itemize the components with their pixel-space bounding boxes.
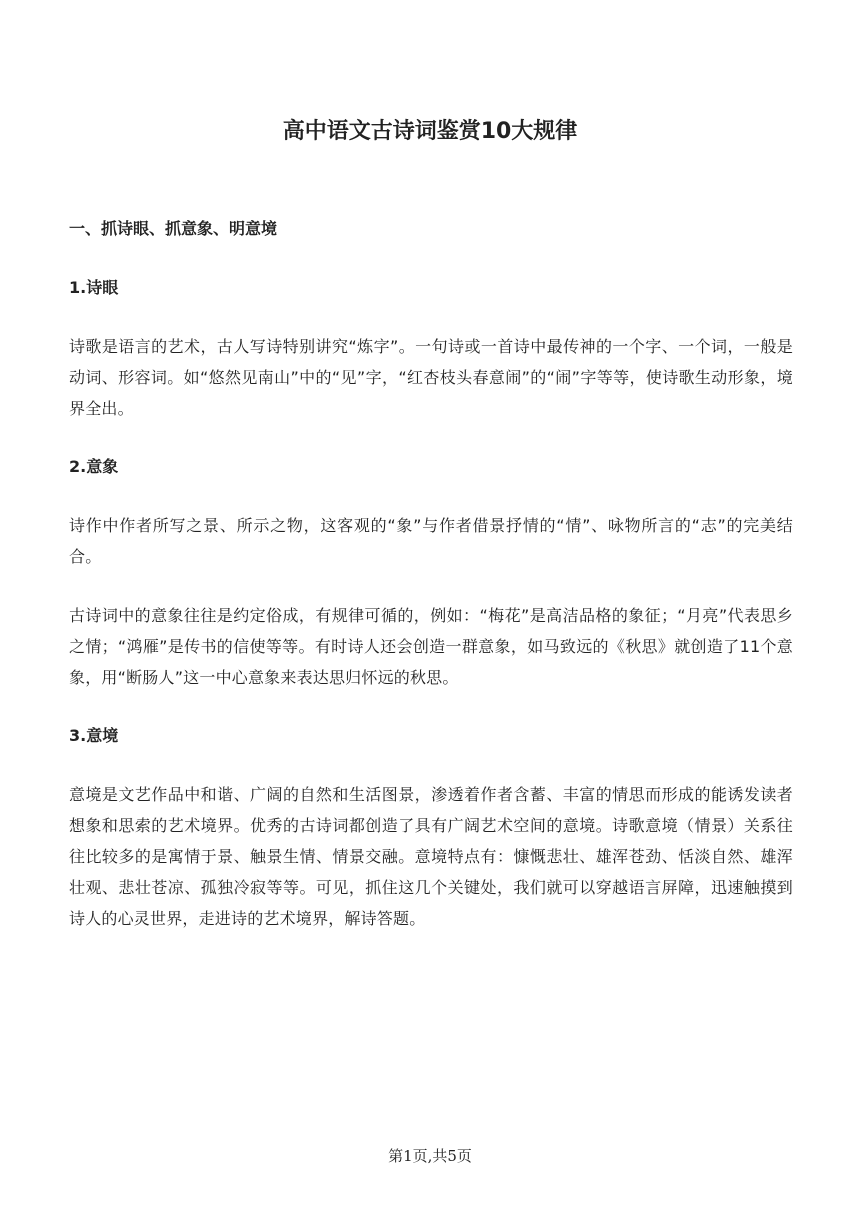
section-heading: 一、抓诗眼、抓意象、明意境: [69, 219, 278, 238]
paragraph-yixiang-1: 诗作中作者所写之景、所示之物，这客观的“象”与作者借景抒情的“情”、咏物所言的“志”的完美结合。: [69, 516, 793, 566]
page-indicator: 第1页,共5页: [388, 1147, 472, 1165]
paragraph-yijing: 意境是文艺作品中和谐、广阔的自然和生活图景，渗透着作者含蓄、丰富的情思而形成的能诱发读者想象和思索的艺术境界。优秀的古诗词都创造了具有广阔艺术空间的意境。诗歌意境（情景）关系往往比较多的是寓情于景、触景生情、情景交融。意境特点有：慷慨悲壮、雄浑苍劲、恬淡自然、雄浑壮观、悲壮苍凉、孤独冷寂等等。可见，抓住这几个关键处，我们就可以穿越语言屏障，迅速触摸到诗人的心灵世界，走进诗的艺术境界，解诗答题。: [69, 785, 793, 928]
subsection-heading-yijing: 3.意境: [69, 726, 119, 745]
paragraph-shiyan: 诗歌是语言的艺术，古人写诗特别讲究“炼字”。一句诗或一首诗中最传神的一个字、一个词，一般是动词、形容词。如“悠然见南山”中的“见”字，“红杏枝头春意闹”的“闹”字等等，使诗歌生动形象，境界全出。: [69, 337, 793, 418]
paragraph-yixiang-2: 古诗词中的意象往往是约定俗成，有规律可循的，例如：“梅花”是高洁品格的象征；“月亮”代表思乡之情；“鸿雁”是传书的信使等等。有时诗人还会创造一群意象，如马致远的《秋思》就创造了11个意象，用“断肠人”这一中心意象来表达思归怀远的秋思。: [69, 606, 793, 687]
document-body: [69, 214, 793, 962]
document-title: 高中语文古诗词鉴赏10大规律: [282, 119, 578, 144]
subsection-heading-yixiang: 2.意象: [69, 457, 119, 476]
subsection-heading-shiyan: 1.诗眼: [69, 278, 119, 297]
